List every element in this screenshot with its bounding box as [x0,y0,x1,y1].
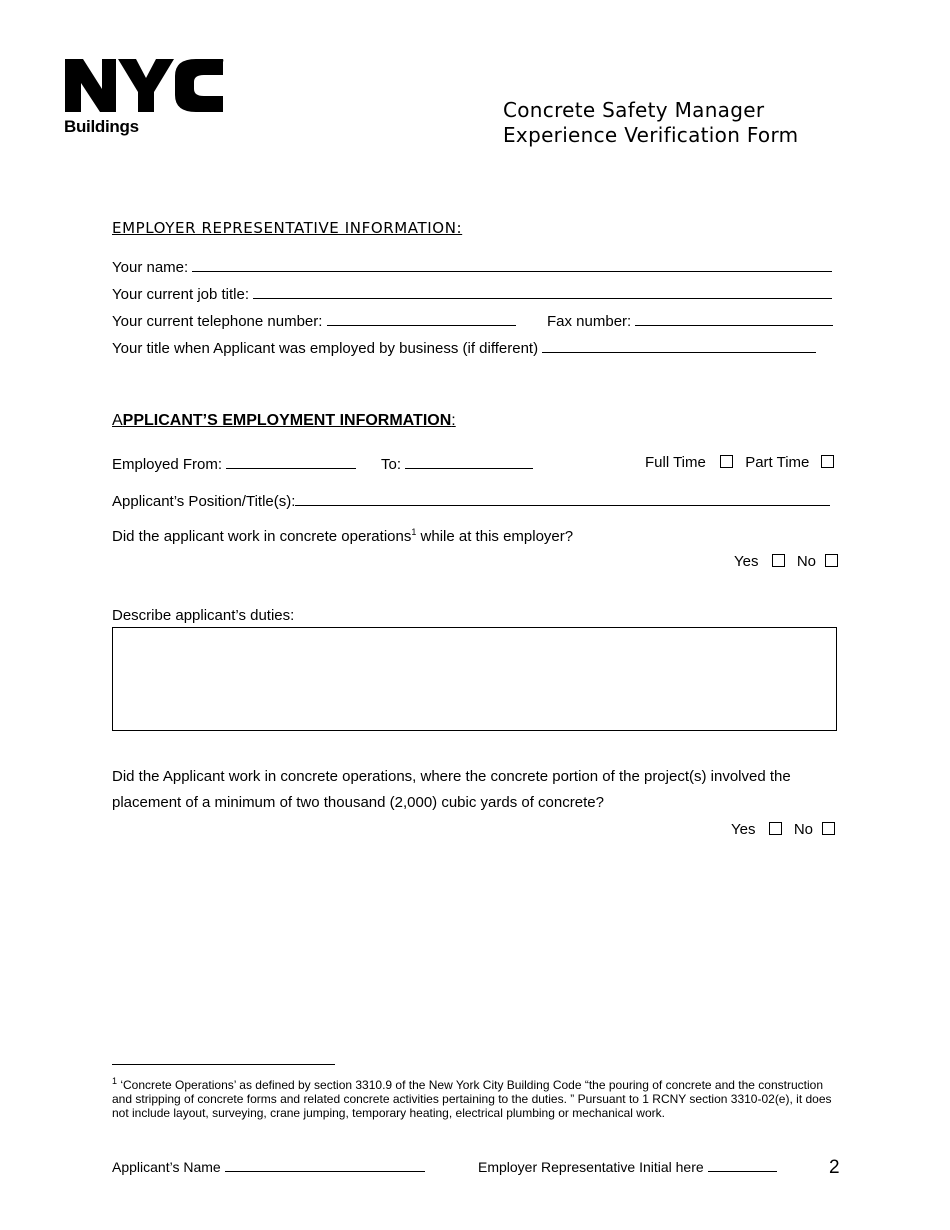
title-when-employed-label: Your title when Applicant was employed by business (if different) [112,340,539,357]
employed-to-row [381,454,533,473]
employed-from-row [112,454,356,473]
job-title-field[interactable] [253,284,832,299]
applicant-name-field[interactable] [225,1157,425,1172]
employed-from-field[interactable] [226,454,356,469]
logo-buildings-text: Buildings [64,117,139,136]
q2-line2: placement of a minimum of two thousand (2,000) cubic yards of concrete? [112,794,604,811]
q1-text-pre: Did the applicant work in concrete operations [112,528,412,545]
fax-row [547,311,833,330]
footnote-marker: 1 [112,1076,118,1086]
duties-textbox[interactable] [112,627,837,731]
applicant-heading-rest: PPLICANT’S EMPLOYMENT INFORMATION [122,412,452,429]
your-name-label: Your name: [112,259,189,276]
q1-yes-checkbox[interactable] [772,554,785,567]
full-time-checkbox[interactable] [720,455,733,468]
q2-line1: Did the Applicant work in concrete operations, where the concrete portion of the project(s) involved the [112,768,791,785]
footnote-ref: 1 [411,527,417,537]
applicant-heading-a: A [112,412,123,429]
concrete-question-1 [112,527,573,545]
applicant-name-row [112,1157,425,1175]
employer-initial-row [478,1157,777,1175]
fax-label: Fax number: [547,313,632,330]
employer-initial-field[interactable] [708,1157,777,1172]
your-name-field[interactable] [192,257,832,272]
applicant-name-label: Applicant’s Name [112,1159,221,1175]
page-number: 2 [829,1157,840,1178]
employed-to-label: To: [381,456,402,473]
position-row [112,491,830,510]
your-name-row [112,257,832,276]
footnote-text: ‘Concrete Operations’ as defined by section 3310.9 of the New York City Building Code “the pouring of concrete and the construction and stripping of concrete forms and related concrete activities pertaining to the duties. ” Pursuant to 1 RCNY section 3310-02(e), it does not include layout, surveying, crane jumping, temporary heating, electrical plumbing or mechanical work. [112,1078,832,1120]
position-label: Applicant’s Position/Title(s): [112,493,296,510]
q2-answer-row [731,821,835,838]
q1-no-checkbox[interactable] [825,554,838,567]
full-time-label: Full Time [645,454,706,471]
q2-yes-checkbox[interactable] [769,822,782,835]
q2-yes-label: Yes [731,821,756,838]
svg-text:™: ™ [219,59,224,65]
footnote-divider [112,1064,335,1065]
telephone-label: Your current telephone number: [112,313,323,330]
form-title-line2: Experience Verification Form [503,123,799,147]
employment-type-row [645,454,834,471]
employed-from-label: Employed From: [112,456,223,473]
q1-answer-row [734,553,838,570]
fax-field[interactable] [635,311,833,326]
q1-yes-label: Yes [734,553,759,570]
q1-text-post: while at this employer? [416,528,574,545]
job-title-label: Your current job title: [112,286,250,303]
form-title-line1: Concrete Safety Manager [503,98,765,122]
employed-to-field[interactable] [405,454,533,469]
q2-no-checkbox[interactable] [822,822,835,835]
title-when-employed-row [112,338,816,357]
applicant-heading-colon: : [451,412,456,429]
form-title [503,98,798,148]
job-title-row [112,284,832,303]
part-time-checkbox[interactable] [821,455,834,468]
title-when-employed-field[interactable] [542,338,816,353]
position-field[interactable] [295,491,830,506]
applicant-section-heading [112,412,456,430]
telephone-field[interactable] [327,311,516,326]
part-time-label: Part Time [745,454,810,471]
footnote [112,1074,832,1120]
telephone-row [112,311,516,330]
q2-no-label: No [793,821,814,838]
q1-no-label: No [796,553,817,570]
duties-label: Describe applicant’s duties: [112,607,295,624]
employer-initial-label: Employer Representative Initial here [478,1159,704,1175]
employer-section-heading: EMPLOYER REPRESENTATIVE INFORMATION: [112,219,463,237]
